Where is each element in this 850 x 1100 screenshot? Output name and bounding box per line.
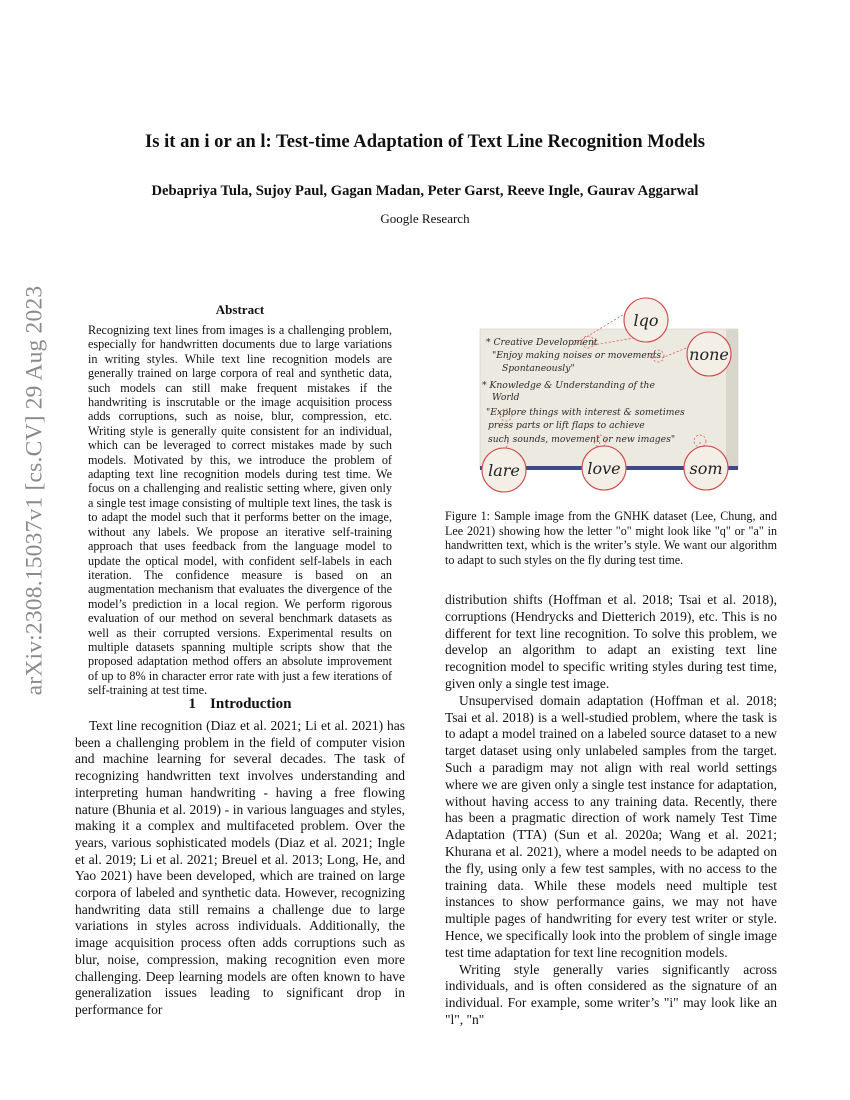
section-title: Introduction: [210, 696, 292, 712]
abstract-heading: Abstract: [215, 302, 265, 317]
intro-paragraph-2: distribution shifts (Hoffman et al. 2018; Tsai et al. 2018), corruptions (Hendrycks and Dietterich 2019), etc. This is no different for text line recognition. To solve this problem, we develop an algorithm to adapt an existing text line recognition model to specific writing styles during test time, given only a single test image.: [445, 592, 777, 691]
handwriting-line-3: Spontaneously": [502, 363, 575, 374]
zoom-label-2: none: [689, 345, 729, 364]
section-heading-introduction: [75, 696, 405, 713]
handwriting-line-2: "Enjoy making noises or movements: [492, 350, 662, 361]
intro-paragraph-1: Text line recognition (Diaz et al. 2021; Li et al. 2021) has been a challenging problem in the field of computer vision and machine learning for several decades. The task of recognizing handwritten text involves understanding and interpreting human handwriting - having a free flowing nature (Bhunia et al. 2019) - in various languages and styles, making it a complex and multifaceted problem. Over the years, various sophisticated models (Diaz et al. 2021; Ingle et al. 2019; Li et al. 2021; Breuel et al. 2013; Long, He, and Yao 2021) have been developed, which are trained on large corpora of labeled and synthetic data. However, recognizing handwriting data still remains a challenge due to large variations in styles across individuals. Additionally, the image acquisition process often adds corruptions such as blur, noise, compression, making recognition even more challenging. Deep learning models are often known to have generalization issues leading to significant drop in performance for: [75, 718, 405, 1017]
handwriting-line-7: press parts or lift flaps to achieve: [488, 420, 645, 431]
arxiv-identifier: arXiv:2308.15037v1 [cs.CV] 29 Aug 2023: [21, 285, 48, 695]
introduction-right-column: [445, 592, 777, 1029]
handwriting-line-6: "Explore things with interest & sometimes: [486, 407, 685, 418]
section-number: 1: [188, 696, 197, 712]
zoom-label-5: som: [689, 459, 723, 478]
intro-paragraph-4: Writing style generally varies significantly across individuals, and is often considered as the signature of an individual. For example, some writer’s "i" may look like an "l", "n": [445, 961, 777, 1027]
abstract-body: Recognizing text lines from images is a challenging problem, especially for handwritten documents due to large variations in writing styles. While text line recognition models are generally trained on large corpora of real and synthetic data, such models can still make frequent mistakes if the handwriting is inscrutable or the image acquisition process adds corruptions, such as noise, blur, compression, etc. Writing style is generally quite consistent for an individual, which can be leveraged to correct mistakes made by such models. Motivated by this, we introduce the problem of adapting text line recognition models during test time. We focus on a challenging and realistic setting where, given only a single test image consisting of multiple text lines, the task is to adapt the model such that it performs better on the image, without any labels. We propose an iterative self-training approach that uses feedback from the language model to update the optical model, with confident self-labels in each iteration. The confidence measure is based on an augmentation mechanism that evaluates the divergence of the model’s prediction in a local region. We perform rigorous evaluation of our method on several benchmark datasets as well as their corrupted versions. Experimental results on multiple datasets spanning multiple scripts show that the proposed adaptation method offers an absolute improvement of up to 8% in character error rate with just a few iterations of self-training at test time.: [88, 323, 392, 698]
zoom-label-4: love: [587, 459, 621, 478]
handwriting-line-8: such sounds, movement or new images": [488, 434, 676, 445]
zoom-label-1: lqo: [633, 311, 659, 330]
introduction-left-column: [75, 718, 405, 1019]
figure-caption: Figure 1: Sample image from the GNHK dataset (Lee, Chung, and Lee 2021) showing how the letter "o" might look like "q" or "a" in handwritten text, which is the writer’s style. We want our algorithm to adapt to such styles on the fly during test time.: [445, 509, 777, 567]
zoom-label-3: lare: [488, 461, 520, 480]
paper-affiliation: Google Research: [380, 211, 470, 226]
paper-title: Is it an i or an l: Test-time Adaptation of Text Line Recognition Models: [144, 131, 706, 152]
intro-paragraph-3: Unsupervised domain adaptation (Hoffman et al. 2018; Tsai et al. 2018) is a well-studied problem, where the task is to adapt a model trained on a labeled source dataset to a new target dataset using only unlabeled samples from the target. Such a paradigm may not align with real world settings where we are given only a single test instance for adaptation, without having access to any training data. Recently, there has been a pragmatic direction of work namely Test Time Adaptation (TTA) (Sun et al. 2020a; Wang et al. 2021; Khurana et al. 2021), where a model needs to be adapted on the fly, using only a few test samples, with no access to the training data. While these models need multiple test instances to show performance gains, we may not have multiple pages of handwriting for every test writer or style. Hence, we specifically look into the problem of single image test time adaptation for text line recognition models.: [445, 692, 777, 960]
handwriting-line-1: * Creative Development: [486, 337, 598, 348]
handwriting-line-5: World: [492, 392, 520, 403]
paper-authors: Debapriya Tula, Sujoy Paul, Gagan Madan, Peter Garst, Reeve Ingle, Gaurav Aggarwal: [151, 183, 699, 199]
handwriting-line-4: * Knowledge & Understanding of the: [482, 380, 655, 391]
figure-handwriting-sample: [468, 296, 750, 496]
